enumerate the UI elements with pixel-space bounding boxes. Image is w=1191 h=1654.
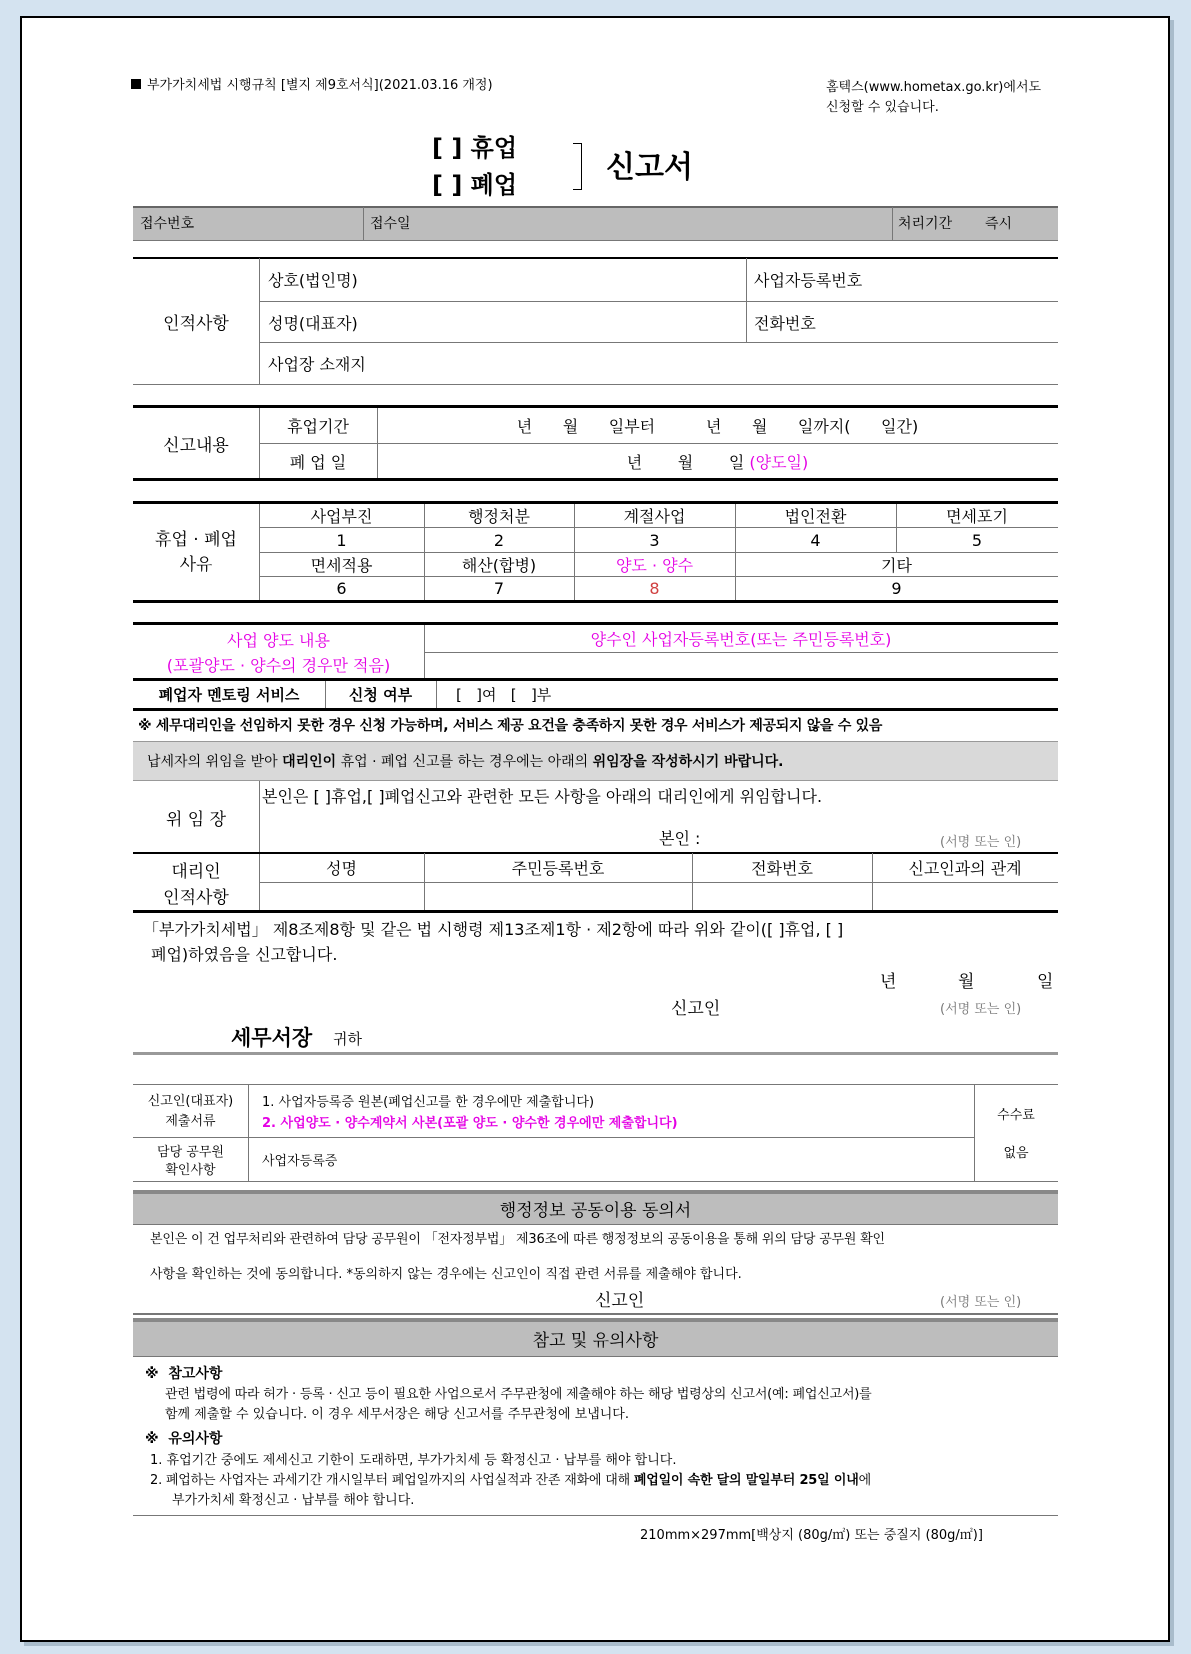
reporter-signature-field[interactable]: (서명 또는 인) <box>940 1002 1022 1017</box>
reasons-section-label-2: 사유 <box>179 555 213 575</box>
declaration-month[interactable]: 월 <box>958 972 975 992</box>
official-check-label-2: 확인사항 <box>165 1162 216 1178</box>
agent-resident-number-field[interactable] <box>424 883 692 910</box>
reason-label: 기타 <box>881 556 912 575</box>
closure-date-note: (양도일) <box>749 452 809 472</box>
declaration-line2: 폐업)하였음을 신고합니다. <box>151 945 338 964</box>
closure-date-field[interactable] <box>377 444 1058 478</box>
transfer-condition-label: (포괄양도 · 양수의 경우만 적음) <box>166 655 391 675</box>
transferee-reg-number-field[interactable] <box>424 653 1058 678</box>
reporter-label: 신고인 <box>671 999 721 1019</box>
submit-docs-label-1: 신고인(대표자) <box>147 1093 234 1109</box>
caution-item-2: 2. 폐업하는 사업자는 과세기간 개시일부터 폐업일까지의 사업실적과 잔존 재화에 대해 폐업일이 속한 달의 말일부터 25일 이내에 <box>150 1473 871 1488</box>
hometax-note-line2: 신청할 수 있습니다. <box>826 100 939 115</box>
mentoring-service-label: 폐업자 멘토링 서비스 <box>158 686 300 704</box>
reason-code-3[interactable]: 3 <box>649 530 660 550</box>
grid-line <box>424 553 425 600</box>
agent-phone-field[interactable] <box>692 883 872 910</box>
consent-reporter-label: 신고인 <box>595 1291 645 1311</box>
declaration-day[interactable]: 일 <box>1037 972 1054 992</box>
grid-line <box>735 553 736 600</box>
reason-code-2[interactable]: 2 <box>493 530 505 550</box>
reference-line1: 관련 법령에 따라 허가 · 등록 · 신고 등이 필요한 사업으로서 주무관청에 제출해야 하는 해당 법령상의 신고서(예: 폐업신고서)를 <box>165 1387 872 1402</box>
grid-line <box>735 504 736 552</box>
closure-date-label: 폐 업 일 <box>289 452 347 472</box>
suspension-period-label: 휴업기간 <box>287 417 349 436</box>
consent-line2: 사항을 확인하는 것에 동의합니다. *동의하지 않는 경우에는 신고인이 직접 관련 서류를 제출해야 합니다. <box>150 1267 742 1282</box>
reference-line2: 함께 제출할 수 있습니다. 이 경우 세무서장은 해당 신고서를 주무관청에 보냅니다. <box>165 1407 630 1422</box>
agent-resident-number-header: 주민등록번호 <box>511 859 605 878</box>
suspension-period-field[interactable]: 년 월 일부터 년 월 일까지( 일간) <box>516 417 919 436</box>
addressee-honorific: 귀하 <box>333 1030 362 1048</box>
consent-line1: 본인은 이 건 업무처리와 관련하여 담당 공무원이 「전자정부법」 제36조에 따른 행정정보의 공동이용을 통해 위의 담당 공무원 확인 <box>150 1232 885 1247</box>
delegator-label: 본인 : <box>659 829 701 848</box>
hometax-note-line1: 홈텍스(www.hometax.go.kr)에서도 <box>826 80 1042 95</box>
reason-label: 면세적용 <box>310 556 373 575</box>
title-option-suspension[interactable]: [ ] 휴업 <box>432 134 518 162</box>
consent-signature-field[interactable]: (서명 또는 인) <box>940 1295 1022 1310</box>
reason-label: 계절사업 <box>623 507 686 526</box>
square-bullet-icon <box>131 79 141 89</box>
reason-label: 법인전환 <box>784 507 847 526</box>
personal-section-label: 인적사항 <box>163 313 229 334</box>
declaration-line1: 「부가가치세법」 제8조제8항 및 같은 법 시행령 제13조제1항 · 제2항에 따라 위와 같이([ ]휴업, [ ] <box>143 920 844 939</box>
agent-relationship-field[interactable] <box>872 883 1058 910</box>
grid-line <box>574 553 575 600</box>
addressee: 세무서장 <box>231 1026 313 1050</box>
grid-line <box>574 504 575 552</box>
fee-value: 없음 <box>1003 1145 1029 1161</box>
declaration-year[interactable]: 년 <box>880 972 897 992</box>
reason-code-1[interactable]: 1 <box>336 530 347 550</box>
grid-line <box>896 504 897 552</box>
processing-period-label: 처리기간 <box>898 216 953 232</box>
caution-heading: ※ 유의사항 <box>145 1431 223 1447</box>
form-title: 신고서 <box>606 150 693 185</box>
submit-doc-item-1: 1. 사업자등록증 원본(폐업신고를 한 경우에만 제출합니다) <box>262 1095 595 1110</box>
submit-doc-item-2: 2. 사업양도 · 양수계약서 사본(포괄 양도 · 양수한 경우에만 제출합니다) <box>262 1116 678 1131</box>
delegation-notice: 납세자의 위임을 받아 대리인이 휴업 · 폐업 신고를 하는 경우에는 아래의 위임장을 작성하시기 바랍니다. <box>147 754 784 770</box>
reference-heading: ※ 참고사항 <box>145 1366 223 1382</box>
title-option-closure[interactable]: [ ] 폐업 <box>432 171 518 199</box>
consent-title: 행정정보 공동이용 동의서 <box>499 1200 692 1221</box>
title-bracket <box>573 143 582 190</box>
closure-date-value: 년 월 일 <box>626 452 745 472</box>
caution-item-2-line2: 부가가치세 확정신고 · 납부를 해야 합니다. <box>172 1493 415 1508</box>
reason-label: 사업부진 <box>310 507 373 526</box>
business-reg-number-field[interactable]: 사업자등록번호 <box>754 271 863 290</box>
official-check-label-1: 담당 공무원 <box>157 1144 224 1160</box>
reason-code-7[interactable]: 7 <box>493 579 505 598</box>
agent-relationship-header: 신고인과의 관계 <box>908 859 1022 878</box>
mentoring-yes-no-options[interactable]: [ ]여 [ ]부 <box>456 686 552 704</box>
receipt-number-label: 접수번호 <box>140 216 195 232</box>
delegation-section-label: 위 임 장 <box>165 809 227 830</box>
phone-number-field[interactable]: 전화번호 <box>754 313 816 333</box>
submit-docs-label-2: 제출서류 <box>165 1113 216 1129</box>
agent-name-field[interactable] <box>259 883 424 910</box>
grid-line <box>424 504 425 552</box>
representative-name-field[interactable]: 성명(대표자) <box>268 313 358 333</box>
reason-label: 행정처분 <box>468 507 530 526</box>
delegator-signature-field[interactable]: (서명 또는 인) <box>940 835 1022 850</box>
mentoring-notice: ※ 세무대리인을 선임하지 못한 경우 신청 가능하며, 서비스 제공 요건을 충족하지 못한 경우 서비스가 제공되지 않을 수 있음 <box>138 718 883 734</box>
caution-item-1: 1. 휴업기간 중에도 제세신고 기한이 도래하면, 부가가치세 등 확정신고 · 납부를 해야 합니다. <box>150 1453 677 1468</box>
reason-label: 양도 · 양수 <box>615 556 694 575</box>
paper-spec: 210mm×297mm[백상지 (80g/㎡) 또는 중질지 (80g/㎡)] <box>640 1528 983 1543</box>
transfer-label: 사업 양도 내용 <box>227 630 330 650</box>
official-check-item: 사업자등록증 <box>262 1154 338 1169</box>
reason-code-5[interactable]: 5 <box>971 530 983 550</box>
section-divider <box>133 1052 1058 1055</box>
agent-section-label-1: 대리인 <box>171 861 221 882</box>
agent-section-label-2: 인적사항 <box>163 887 229 908</box>
agent-name-header: 성명 <box>326 859 357 878</box>
delegation-statement: 본인은 [ ]휴업,[ ]폐업신고와 관련한 모든 사항을 아래의 대리인에게 위임합니다. <box>262 787 823 806</box>
report-section-label: 신고내용 <box>163 435 229 456</box>
form-reference: 부가가치세법 시행규칙 [별지 제9호서식](2021.03.16 개정) <box>131 74 493 93</box>
business-address-field[interactable]: 사업장 소재지 <box>268 355 366 374</box>
reason-code-6[interactable]: 6 <box>336 579 347 598</box>
processing-period-value: 즉시 <box>985 216 1013 232</box>
reason-code-4[interactable]: 4 <box>810 530 821 550</box>
notes-title: 참고 및 유의사항 <box>532 1330 659 1351</box>
company-name-field[interactable]: 상호(법인명) <box>268 271 358 290</box>
reason-label: 해산(합병) <box>461 556 537 575</box>
agent-phone-header: 전화번호 <box>751 859 813 878</box>
mentoring-apply-label: 신청 여부 <box>348 686 413 704</box>
transferee-reg-number-label: 양수인 사업자등록번호(또는 주민등록번호) <box>590 630 892 649</box>
reasons-section-label-1: 휴업 · 폐업 <box>155 530 237 550</box>
reason-code-8[interactable]: 8 <box>649 579 660 598</box>
fee-label: 수수료 <box>997 1107 1035 1123</box>
receipt-date-label: 접수일 <box>370 216 411 232</box>
reason-code-9[interactable]: 9 <box>891 579 902 598</box>
reason-label: 면세포기 <box>946 507 1008 526</box>
